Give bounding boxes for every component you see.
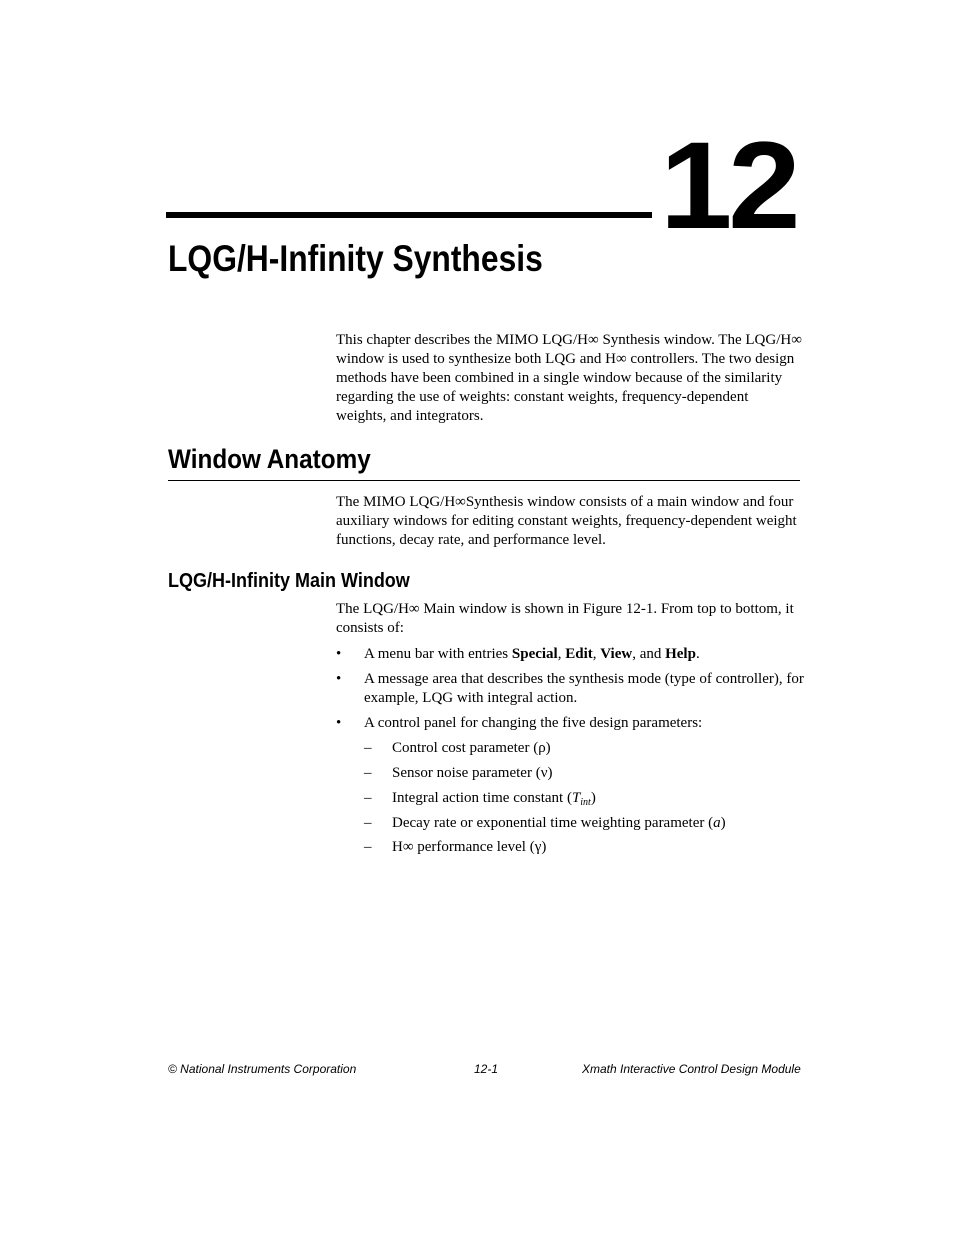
separator: , and [632,646,666,662]
sub-item-sensor-noise: Sensor noise parameter (ν) [392,765,553,781]
sub-item-decay-rate [392,814,802,833]
list-item-end: . [695,646,700,662]
subsection-heading-main-window: LQG/H-Infinity Main Window [168,570,410,592]
symbol-a: a [713,815,721,831]
chapter-title: LQG/H-Infinity Synthesis [168,238,543,279]
menu-entry-special: Special [511,646,558,662]
footer-copyright: © National Instruments Corporation [168,1062,357,1076]
subscript-int: int [580,797,591,808]
dash-marker: – [364,740,372,756]
intro-paragraph: This chapter describes the MIMO LQG/H∞ Synthesis window. The LQG/H∞ window is used to synthesize both LQG and H∞ controllers. The two design methods have been combined in a single window because of the similarity regarding the use of weights: constant weights, frequency-dependent weights, and integrators. [336,332,802,424]
list-item-control-panel: A control panel for changing the five design parameters: [364,715,703,731]
sub-item-text: Decay rate or exponential time weighting parameter ( [392,815,714,831]
chapter-divider [166,212,652,218]
list-item-message-area: A message area that describes the synthesis mode (type of controller), for example, LQG with integral action. [364,671,804,706]
section-heading-window-anatomy: Window Anatomy [168,444,371,474]
chapter-number: 12 [660,117,797,255]
menu-entry-view: View [600,646,633,662]
bullet-marker: • [336,646,342,662]
sub-item-text: Integral action time constant ( [392,790,572,806]
list-item-text: A menu bar with entries [364,646,512,662]
dash-marker: – [364,815,372,831]
separator: , [557,646,566,662]
sub-item-performance-level: H∞ performance level (γ) [392,839,547,855]
sub-item-text-end: ) [720,815,726,831]
footer-page-number: 12-1 [474,1062,499,1076]
window-anatomy-paragraph: The MIMO LQG/H∞Synthesis window consists of a main window and four auxiliary windows for editing constant weights, frequency-dependent weight functions, decay rate, and performance level. [336,494,797,548]
list-item-menu-bar [364,645,804,664]
bullet-marker: • [336,715,342,731]
dash-marker: – [364,765,372,781]
sub-item-text-end: ) [590,790,596,806]
main-window-paragraph: The LQG/H∞ Main window is shown in Figure 12-1. From top to bottom, it consists of: [336,601,794,636]
symbol-t: T [571,790,581,806]
menu-entry-help: Help [665,646,696,662]
menu-entry-edit: Edit [565,646,593,662]
footer-document-title: Xmath Interactive Control Design Module [582,1062,801,1076]
dash-marker: – [364,790,372,806]
separator: , [592,646,601,662]
section-divider [168,480,800,481]
bullet-marker: • [336,671,342,687]
sub-item-control-cost: Control cost parameter (ρ) [392,740,551,756]
dash-marker: – [364,839,372,855]
sub-item-integral-action [392,789,802,808]
